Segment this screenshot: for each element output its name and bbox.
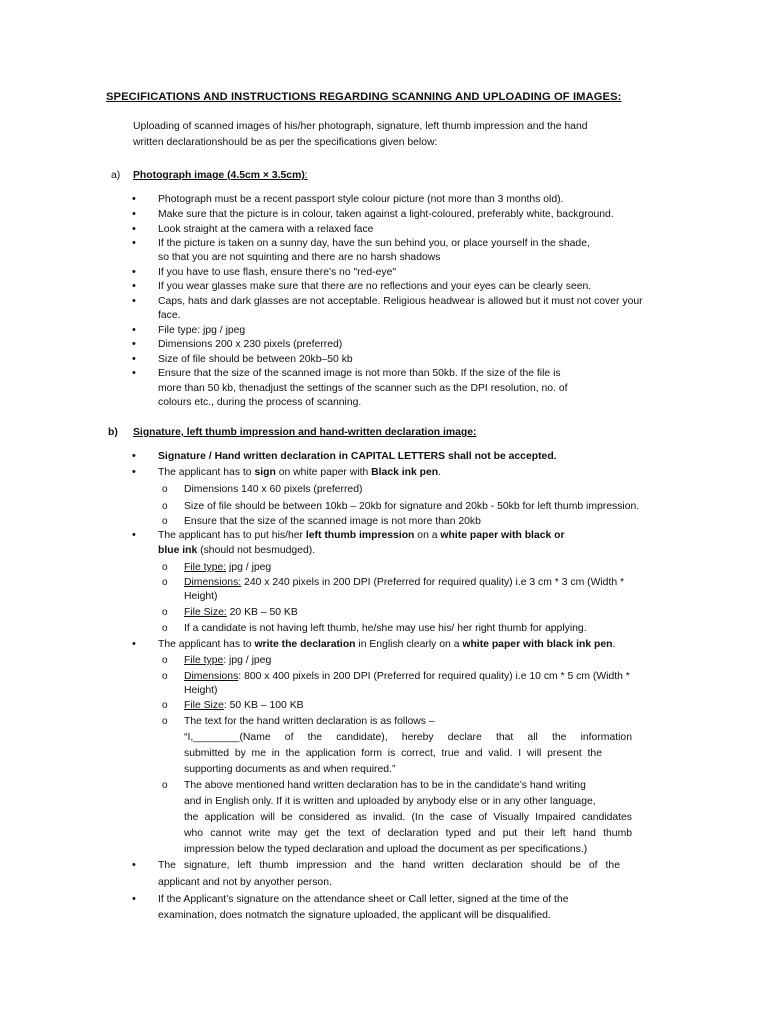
sub-list-item-text: Size of file should be between 10kb – 20kb for signature and 20kb - 50kb for left thumb impression. [184, 501, 640, 512]
list-item-text: Signature / Hand written declaration in CAPITAL LETTERS shall not be accepted. [158, 451, 557, 462]
sub-list-item [162, 698, 684, 714]
circle-bullet-icon: o [162, 700, 168, 711]
sub-list-item-continuation: who cannot write may get the text of declaration typed and put their left hand thumb [184, 828, 632, 839]
circle-bullet-icon: o [162, 780, 168, 791]
intro-paragraph [133, 119, 673, 150]
bullet-icon: • [132, 338, 136, 350]
list-item-continuation [158, 543, 698, 559]
sub-list-item [162, 499, 684, 515]
list-item [132, 192, 698, 208]
bullet-icon: • [132, 529, 136, 541]
text-run-bold: Black ink pen [371, 467, 439, 478]
section-a-title-suffix: : [304, 170, 308, 181]
list-item [132, 337, 698, 353]
field-value: jpg / jpeg [226, 562, 272, 573]
list-item-text: Caps, hats and dark glasses are not acceptable. Religious headwear is allowed but it must not cover your [158, 296, 643, 307]
sub-list-item [162, 482, 684, 498]
field-label: File type [184, 655, 224, 666]
field-value: : 800 x 400 pixels in 200 DPI (Preferred for required quality) i.e 10 cm * 5 cm (Width * [238, 671, 630, 682]
section-b-letter: b) [108, 427, 118, 438]
sub-list-item-text: The text for the hand written declaration is as follows – [184, 716, 435, 727]
bullet-icon: • [132, 367, 136, 379]
declaration-text-line: submitted by me in the application form is correct, true and valid. I will present the [184, 748, 602, 759]
text-run-bold: left thumb impression [305, 530, 415, 541]
text-run-bold: sign [254, 467, 276, 478]
text-run-bold: blue ink [158, 545, 198, 556]
bullet-icon: • [132, 208, 136, 220]
sub-list-item-continuation: Height) [184, 685, 218, 696]
bullet-icon: • [132, 353, 136, 365]
circle-bullet-icon: o [162, 562, 168, 573]
list-item-text: Ensure that the size of the scanned image is not more than 50kb. If the size of the file is [158, 368, 561, 379]
circle-bullet-icon: o [162, 655, 168, 666]
list-item-text: The signature, left thumb impression and the hand written declaration should be of the [158, 860, 620, 871]
list-item-continuation: face. [158, 310, 181, 321]
text-run: The applicant has to [158, 467, 255, 478]
bullet-icon: • [132, 193, 136, 205]
sub-list-item-text: Dimensions 140 x 60 pixels (preferred) [184, 484, 363, 495]
list-item-text: If you wear glasses make sure that there are no reflections and your eyes can be clearly seen. [158, 281, 592, 292]
list-item-text: File type: jpg / jpeg [158, 325, 246, 336]
bullet-icon: • [132, 280, 136, 292]
bullet-icon: • [132, 893, 136, 905]
field-label: File Size: [184, 607, 227, 618]
sub-list-item-text: If a candidate is not having left thumb, he/she may use his/ her right thumb for applying. [184, 623, 587, 634]
sub-list-item [162, 605, 684, 621]
declaration-text-line: supporting documents as and when required.” [184, 764, 396, 775]
circle-bullet-icon: o [162, 516, 168, 527]
sub-list-item-text: The above mentioned hand written declaration has to be in the candidate’s hand writing [184, 780, 586, 791]
list-item [132, 207, 698, 223]
bullet-icon: • [132, 266, 136, 278]
list-item-continuation: so that you are not squinting and there are no harsh shadows [158, 252, 441, 263]
bullet-icon: • [132, 638, 136, 650]
list-item [132, 465, 698, 481]
text-run-bold: white paper with black ink pen [462, 639, 613, 650]
bullet-icon: • [132, 450, 136, 462]
bullet-icon: • [132, 295, 136, 307]
text-run: . [612, 639, 616, 650]
field-value: : 50 KB – 100 KB [223, 700, 304, 711]
field-value: 20 KB – 50 KB [226, 607, 298, 618]
field-label: File Size [184, 700, 224, 711]
bullet-icon: • [132, 237, 136, 249]
circle-bullet-icon: o [162, 577, 168, 588]
list-item [132, 279, 698, 295]
list-item [132, 858, 620, 874]
sub-list-item [162, 560, 684, 576]
list-item-text: Photograph must be a recent passport style colour picture (not more than 3 months old). [158, 194, 564, 205]
list-item-text: Make sure that the picture is in colour, taken against a light-coloured, preferably white, background. [158, 209, 614, 220]
text-run: . [438, 467, 442, 478]
intro-line: written declarationshould be as per the specifications given below: [133, 136, 438, 148]
bullet-icon: • [132, 324, 136, 336]
list-item-text: Look straight at the camera with a relaxed face [158, 224, 374, 235]
list-item-text: If the Applicant’s signature on the attendance sheet or Call letter, signed at the time of the [158, 894, 569, 905]
text-run: on white paper with [275, 467, 372, 478]
list-item-continuation: more than 50 kb, thenadjust the settings of the scanner such as the DPI resolution, no. of [158, 383, 568, 394]
bullet-icon: • [132, 223, 136, 235]
list-item-continuation: colours etc., during the process of scanning. [158, 397, 362, 408]
sub-list-item [162, 653, 684, 669]
field-label: Dimensions: [184, 577, 242, 588]
sub-list-item [162, 714, 684, 730]
sub-list-item-continuation: Height) [184, 591, 218, 602]
field-value: : jpg / jpeg [223, 655, 272, 666]
sub-list-item-continuation: impression below the typed declaration and upload the document as per specifications.) [184, 844, 588, 855]
section-a-letter: a) [111, 170, 121, 181]
section-a-title [133, 168, 308, 184]
field-value: 240 x 240 pixels in 200 DPI (Preferred for required quality) i.e 3 cm * 3 cm (Width * [241, 577, 625, 588]
list-item-text: Size of file should be between 20kb–50 kb [158, 354, 353, 365]
text-run-bold: white paper with black or [440, 530, 565, 541]
list-item-text: If the picture is taken on a sunny day, have the sun behind you, or place yourself in the shade, [158, 238, 590, 249]
section-a-title-text: Photograph image (4.5cm × 3.5cm) [133, 170, 305, 181]
list-item [132, 892, 698, 908]
list-item [132, 449, 698, 465]
text-run: The applicant has to [158, 639, 255, 650]
circle-bullet-icon: o [162, 716, 168, 727]
circle-bullet-icon: o [162, 671, 168, 682]
text-run: in English clearly on a [355, 639, 463, 650]
list-item [132, 528, 698, 544]
sub-list-item [162, 778, 632, 794]
text-run: The applicant has to put his/her [158, 530, 306, 541]
list-item [132, 366, 698, 382]
list-item-text: If you have to use flash, ensure there's no "red-eye" [158, 267, 397, 278]
circle-bullet-icon: o [162, 484, 168, 495]
page-heading: SPECIFICATIONS AND INSTRUCTIONS REGARDING SCANNING AND UPLOADING OF IMAGES: [106, 91, 622, 103]
sub-list-item-continuation: the application will be considered as invalid. (In the case of Visually Impaired candidates [184, 812, 632, 823]
list-item-continuation: applicant and not by anyother person. [158, 877, 332, 888]
list-item [132, 637, 698, 653]
circle-bullet-icon: o [162, 607, 168, 618]
circle-bullet-icon: o [162, 623, 168, 634]
sub-list-item-text: Ensure that the size of the scanned image is not more than 20kb [184, 516, 481, 527]
circle-bullet-icon: o [162, 501, 168, 512]
field-label: File type: [184, 562, 227, 573]
list-item-continuation: examination, does notmatch the signature uploaded, the applicant will be disqualified. [158, 910, 551, 921]
bullet-icon: • [132, 466, 136, 478]
intro-line: Uploading of scanned images of his/her photograph, signature, left thumb impression and the hand [133, 121, 588, 132]
sub-list-item-continuation: and in English only. If it is written and uploaded by anybody else or in any other language, [184, 796, 596, 807]
declaration-text-line: “I,________(Name of the candidate), hereby declare that all the information [184, 732, 632, 743]
text-run-bold: write the declaration [254, 639, 356, 650]
section-b-title: Signature, left thumb impression and hand-written declaration image: [133, 427, 477, 438]
bullet-icon: • [132, 859, 136, 871]
sub-list-item [162, 621, 684, 637]
text-run: on a [414, 530, 441, 541]
list-item-text: Dimensions 200 x 230 pixels (preferred) [158, 339, 343, 350]
text-run: (should not besmudged). [197, 545, 316, 556]
field-label: Dimensions [184, 671, 239, 682]
